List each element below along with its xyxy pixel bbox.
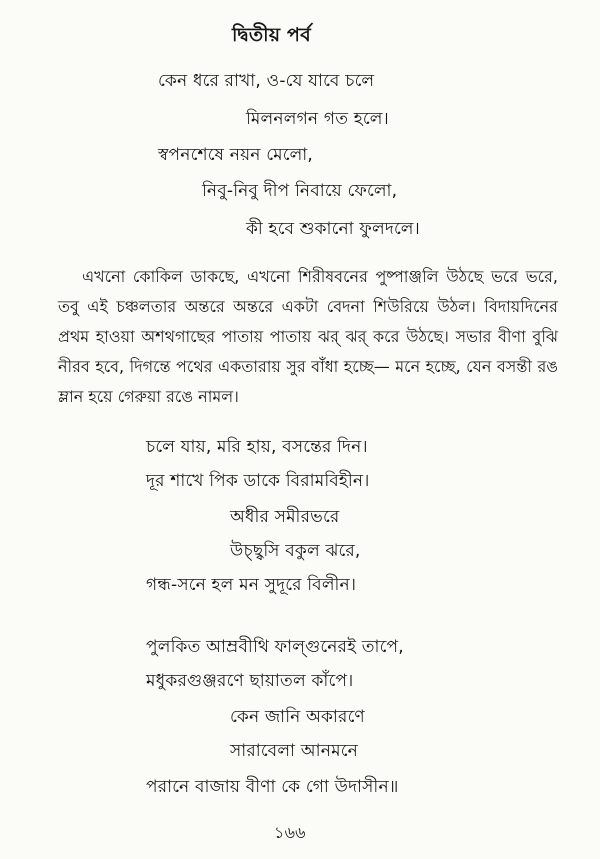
page-number: ১৬৬	[274, 823, 306, 842]
verse-line: গন্ধ-সনে হল মন সুদূরে বিলীন।	[146, 575, 357, 595]
verse-line: দূর শাখে পিক ডাকে বিরামবিহীন।	[146, 471, 370, 491]
verse-line: পরানে বাজায় বীণা কে গো উদাসীন॥	[146, 777, 399, 797]
verse-line: অধীর সমীরভরে	[230, 507, 340, 527]
verse-line: মিলনলগন গত হলে।	[246, 109, 389, 129]
verse-line: সারাবেলা আনমনে	[230, 741, 358, 761]
prose-paragraph: এখনো কোকিল ডাকছে, এখনো শিরীষবনের পুষ্পাঞ্জলি উঠছে ভরে ভরে, তবু এই চঞ্চলতার অন্তরে অন্তরে একটা বেদনা শিউরিয়ে উঠল। বিদায়দিনের প্রথম হাওয়া অশথগাছের পাতায় পাতায় ঝর্ ঝর্ করে উঠছে। সভার বীণা বুঝি নীরব হবে, দিগন্তে পথের একতারায় সুর বাঁধা হচ্ছে— মনে হচ্ছে, যেন বসন্তী রঙ ম্লান হয়ে গেরুয়া রঙে নামল।	[58, 267, 558, 406]
verse-line: নিবু-নিবু দীপ নিবায়ে ফেলো,	[202, 181, 398, 201]
verse-line: চলে যায়, মরি হায়, বসন্তের দিন।	[146, 437, 368, 457]
verse-line: স্বপনশেষে নয়ন মেলো,	[158, 145, 314, 165]
verse-line: মধুকরগুঞ্জরণে ছায়াতল কাঁপে।	[146, 671, 354, 691]
verse-line: পুলকিত আম্রবীথি ফাল্গুনেরই তাপে,	[146, 637, 404, 657]
verse-line: কেন জানি অকারণে	[230, 707, 365, 727]
page-title: দ্বিতীয় পর্ব	[232, 24, 311, 46]
verse-line: উচ্ছ্বসি বকুল ঝরে,	[230, 541, 361, 561]
verse-line: কেন ধরে রাখা, ও-যে যাবে চলে	[158, 71, 375, 91]
verse-line: কী হবে শুকানো ফুলদলে।	[246, 219, 420, 239]
